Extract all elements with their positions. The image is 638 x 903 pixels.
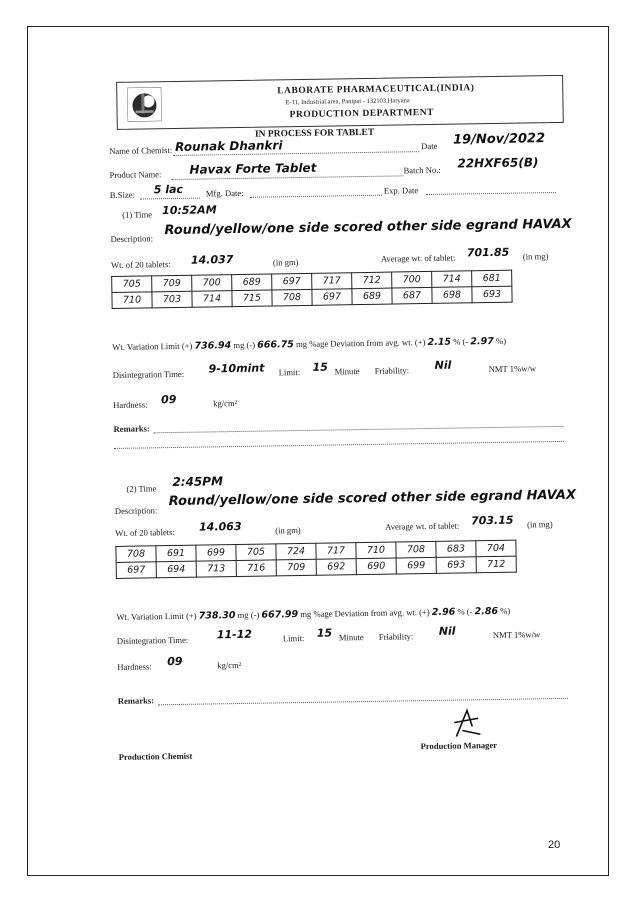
weight-cell: 715 [232, 290, 272, 307]
wv-label: Wt. Variation Limit (+) [112, 340, 193, 352]
check2-avg-unit: (in mg) [527, 519, 553, 530]
check1-wt20-label: Wt. of 20 tablets: [110, 259, 171, 270]
weight-cell: 694 [156, 561, 196, 578]
weight-cell: 697 [312, 289, 352, 306]
dev-minus-value: 2.97 [470, 335, 494, 348]
weight-cell: 689 [352, 288, 392, 305]
dev-mid-label: % (- [453, 336, 469, 347]
check1-time-label: (1) Time [122, 209, 153, 220]
check1-limit-value: 15 [312, 360, 329, 374]
product-label: Product Name: [109, 169, 162, 180]
check1-hard-label: Hardness: [113, 399, 148, 410]
check1-friab-label: Friability: [374, 365, 410, 376]
weight-cell: 691 [156, 545, 196, 562]
form-title: IN PROCESS FOR TABLET [254, 127, 375, 140]
check2-desc-label: Description: [114, 505, 158, 516]
check2-weights-table [115, 540, 516, 579]
company-name: LABORATE PHARMACEUTICAL(INDIA) [277, 83, 475, 97]
check1-dis-label: Disintegration Time: [112, 368, 185, 380]
weight-cell: 693 [472, 286, 512, 303]
wv-plus-value: 736.94 [194, 340, 232, 352]
company-address: E-11, Industrial area, Panipat - 132103,Haryana [285, 97, 410, 107]
weight-cell: 700 [392, 271, 432, 288]
weight-cell: 683 [436, 541, 476, 558]
check2-desc-value: Round/yellow/one side scored other side egrand HAVAX [168, 487, 577, 510]
check2-hard-value: 09 [167, 654, 183, 669]
check1-wt20-value: 14.037 [190, 253, 234, 267]
check1-limit-label: Limit: [278, 367, 301, 378]
weight-cell: 697 [116, 562, 156, 579]
check1-avg-unit: (in mg) [522, 251, 549, 262]
weight-cell: 692 [316, 559, 356, 576]
weight-cell: 717 [312, 273, 352, 290]
wv-mg-minus-label: mg (-) [233, 339, 256, 351]
batch-label: Batch No.: [403, 164, 441, 176]
bsize-label: B.Size: [109, 189, 136, 200]
check1-friab-value: Nil [434, 358, 452, 372]
check2-wt20-unit: (in gm) [275, 525, 301, 536]
check1-wv-row [112, 336, 506, 353]
mfg-label: Mfg. Date: [205, 187, 244, 199]
product-value: Havax Forte Tablet [189, 160, 317, 177]
company-header [116, 75, 564, 130]
weight-cell: 705 [236, 544, 276, 561]
dev-end-label: %) [500, 605, 511, 616]
check1-minute-label: Minute [334, 366, 360, 377]
weight-cell: 703 [152, 291, 192, 308]
date-label: Date [421, 140, 438, 152]
weight-cell: 681 [472, 270, 512, 287]
company-logo [127, 87, 162, 122]
weight-cell: 709 [152, 275, 192, 292]
weight-cell: 687 [392, 287, 432, 304]
weight-cell: 700 [192, 275, 232, 292]
mfg-line [250, 195, 382, 198]
department-name: PRODUCTION DEPARTMENT [289, 107, 435, 121]
check2-remarks-label: Remarks: [117, 695, 155, 706]
check2-hard-label: Hardness: [117, 661, 152, 672]
dev-plus-value: 2.15 [427, 336, 452, 349]
dev-mid-label: % (- [457, 606, 473, 617]
deviation-label: mg %age Deviation from avg. wt. (+) [295, 337, 426, 350]
tablet-form [108, 69, 575, 766]
bsize-value: 5 lac [153, 182, 184, 197]
weight-cell: 708 [396, 541, 436, 558]
weight-cell: 697 [272, 273, 312, 290]
check1-remarks-line2 [114, 441, 564, 449]
weight-cell: 708 [116, 546, 156, 563]
check2-time-value: 2:45PM [172, 474, 224, 490]
check2-dis-label: Disintegration Time: [116, 634, 189, 646]
weight-cell: 714 [192, 291, 232, 308]
check2-avg-label: Average wt. of tablet: [385, 520, 460, 532]
weight-cell: 710 [112, 292, 152, 309]
weight-cell: 712 [352, 272, 392, 289]
weight-cell: 705 [112, 276, 152, 293]
weight-cell: 690 [356, 558, 396, 575]
check1-remarks-label: Remarks: [113, 423, 150, 434]
page-number: 20 [548, 839, 561, 851]
check2-limit-value: 15 [316, 626, 333, 640]
check1-avg-value: 701.85 [466, 245, 510, 260]
exp-label: Exp. Date [383, 185, 419, 196]
weight-cell: 709 [276, 559, 316, 576]
check1-remarks-line [154, 426, 564, 433]
wv-minus-value: 667.99 [261, 609, 299, 621]
check2-minute-label: Minute [338, 632, 364, 643]
check1-hard-unit: kg/cm² [213, 398, 238, 409]
check1-nmt-label: NMT 1%w/w [488, 363, 537, 375]
check2-avg-value: 703.15 [470, 513, 514, 528]
check1-avg-label: Average wt. of tablet: [380, 252, 456, 264]
check1-weights-table [111, 270, 512, 309]
bsize-line [140, 198, 200, 200]
weight-cell: 689 [232, 274, 272, 291]
weight-cell: 710 [356, 542, 396, 559]
weight-cell: 724 [276, 543, 316, 560]
check1-dis-value: 9-10mint [208, 361, 265, 376]
check2-wt20-value: 14.063 [198, 519, 242, 534]
production-manager-label: Production Manager [420, 739, 498, 752]
weight-cell: 716 [236, 560, 276, 577]
production-chemist-label: Production Chemist [118, 750, 193, 762]
weight-cell: 704 [476, 540, 516, 557]
check2-time-label: (2) Time [126, 483, 157, 494]
dev-plus-value: 2.96 [431, 606, 456, 618]
weight-cell: 708 [272, 289, 312, 306]
weight-cell: 693 [436, 557, 476, 574]
weight-cell: 698 [432, 287, 472, 304]
weight-cell: 714 [432, 271, 472, 288]
check1-hard-value: 09 [160, 392, 177, 407]
check1-desc-label: Description: [110, 233, 154, 244]
dev-end-label: %) [495, 335, 507, 346]
wv-mg-minus-label: mg (-) [237, 609, 260, 621]
check2-hard-unit: kg/cm² [217, 659, 242, 671]
check1-time-value: 10:52AM [162, 203, 217, 218]
date-value: 19/Nov/2022 [452, 131, 546, 148]
check2-wt20-label: Wt. of 20 tablets: [115, 527, 175, 538]
check2-nmt-label: NMT 1%w/w [492, 629, 541, 641]
manager-signature [452, 706, 483, 740]
check2-wv-row [116, 606, 510, 623]
wv-plus-value: 738.30 [198, 610, 236, 622]
check1-wt20-unit: (in gm) [272, 257, 299, 268]
wv-label: Wt. Variation Limit (+) [116, 610, 197, 622]
deviation-label: mg %age Deviation from avg. wt. (+) [300, 607, 430, 620]
check2-friab-value: Nil [438, 624, 456, 638]
dev-minus-value: 2.86 [474, 605, 499, 618]
check1-desc-value: Round/yellow/one side scored other side egrand HAVAX [164, 216, 572, 239]
check2-dis-value: 11-12 [216, 627, 253, 642]
batch-value: 22HXF65(B) [457, 155, 539, 171]
weight-cell: 699 [396, 557, 436, 574]
chemist-value: Rounak Dhankri [175, 138, 283, 154]
weight-cell: 717 [316, 543, 356, 560]
weight-cell: 712 [476, 556, 516, 573]
check2-remarks-line [158, 698, 568, 705]
wv-minus-value: 666.75 [257, 339, 294, 351]
check2-limit-label: Limit: [282, 632, 305, 644]
weight-cell: 713 [196, 561, 236, 578]
exp-line [426, 192, 556, 195]
chemist-label: Name of Chemist: [109, 145, 173, 156]
check2-friab-label: Friability: [378, 631, 414, 642]
weight-cell: 699 [196, 545, 236, 562]
